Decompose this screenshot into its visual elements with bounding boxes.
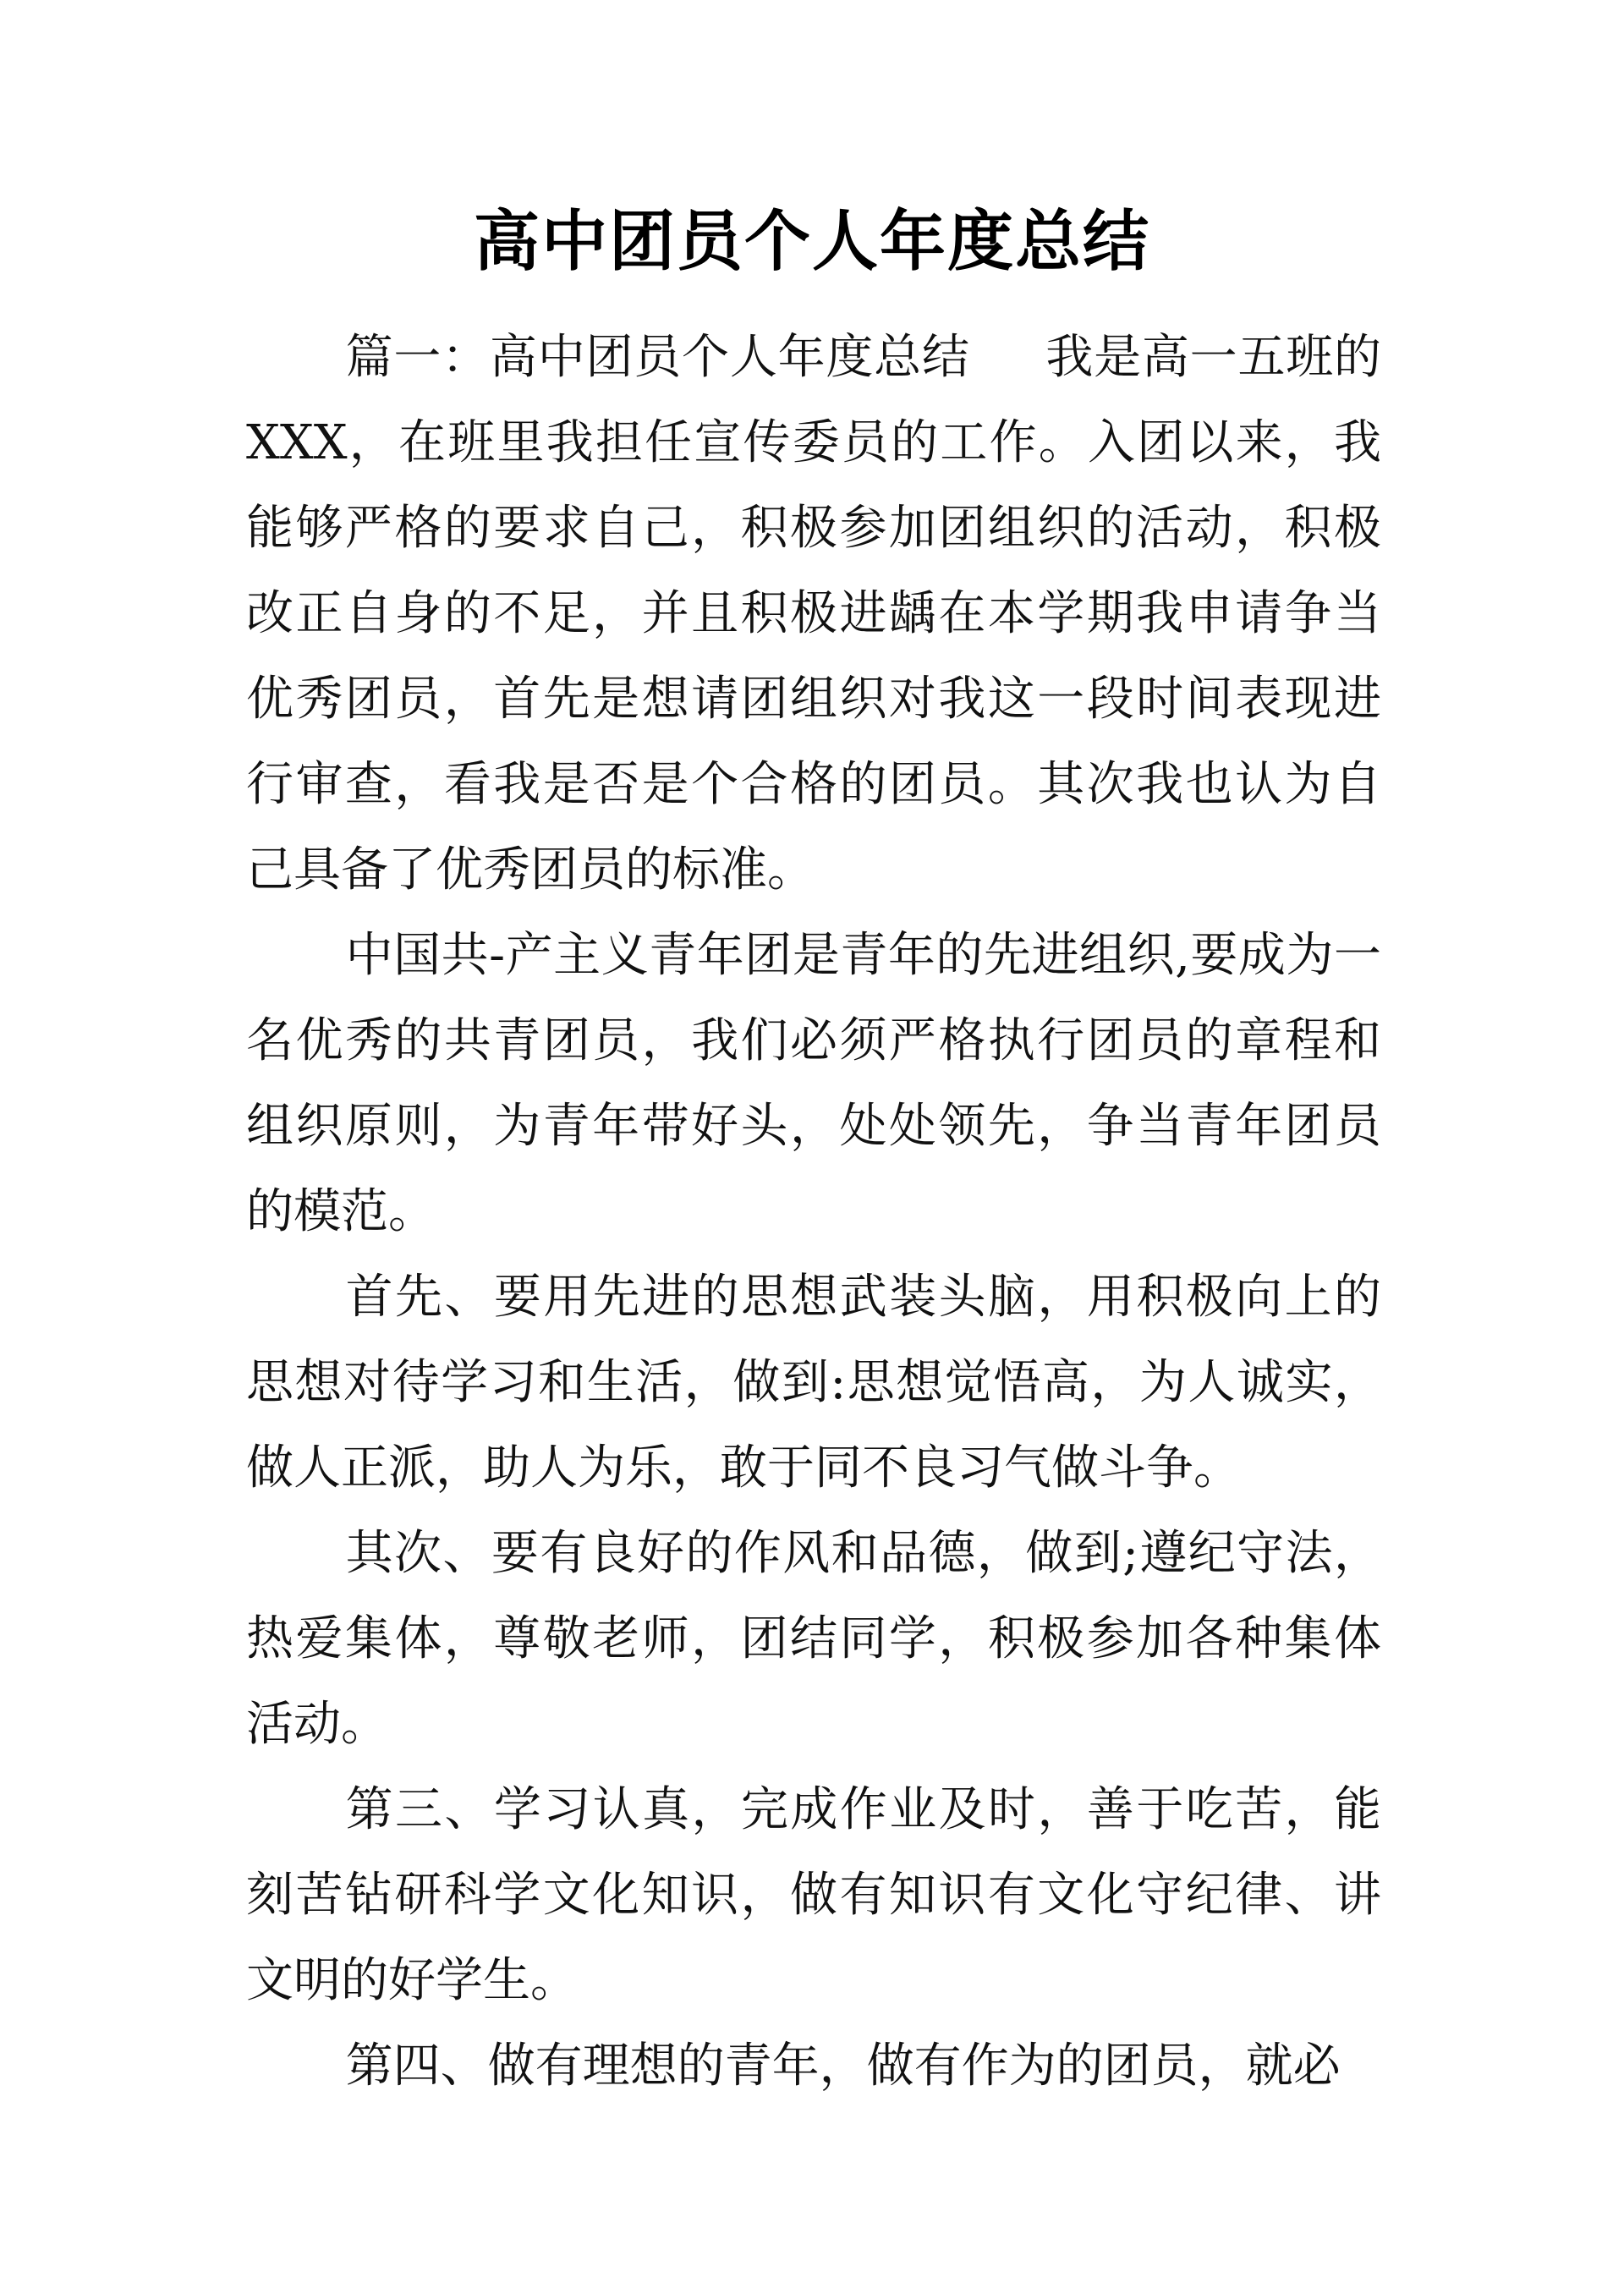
- paragraph-1: [246, 315, 1381, 913]
- paragraph-4: 其次、要有良好的作风和品德，做到;遵纪守法，热爱集体，尊敬老师，团结同学，积极参加各种集体活动。: [246, 1526, 1381, 1752]
- paragraph-1-lead: 篇一：高中团员个人年度总结: [345, 330, 970, 385]
- paragraph-6: 第四、做有理想的青年，做有作为的团员，就必: [345, 2039, 1341, 2094]
- paragraph-2: 中国共-产主义青年团是青年的先进组织,要成为一名优秀的共青团员，我们必须严格执行团员的章程和组织原则，为青年带好头，处处领先，争当青年团员的模范。: [246, 928, 1381, 1239]
- paragraph-1-text: 我是高一五班的XXX，在班里我担任宣传委员的工作。入团以来，我能够严格的要求自己，积极参加团组织的活动，积极改正自身的不足，并且积极进龋在本学期我申请争当优秀团员，首先是想请团组织对我这一段时间表现进行审查，看我是否是个合格的团员。其次我也认为自己具备了优秀团员的标准。: [246, 330, 1382, 897]
- paragraph-5: 第三、学习认真，完成作业及时，善于吃苦，能刻苦钻研科学文化知识，做有知识有文化守纪律、讲文明的好学生。: [246, 1782, 1381, 2008]
- document-body: [246, 315, 1381, 2109]
- document-title: 高中团员个人年度总结: [473, 204, 1150, 280]
- paragraph-3: 首先、要用先进的思想武装头脑，用积极向上的思想对待学习和生活，做到:思想觉悟高，为人诚实，做人正派，助人为乐，敢于同不良习气做斗争。: [246, 1270, 1381, 1495]
